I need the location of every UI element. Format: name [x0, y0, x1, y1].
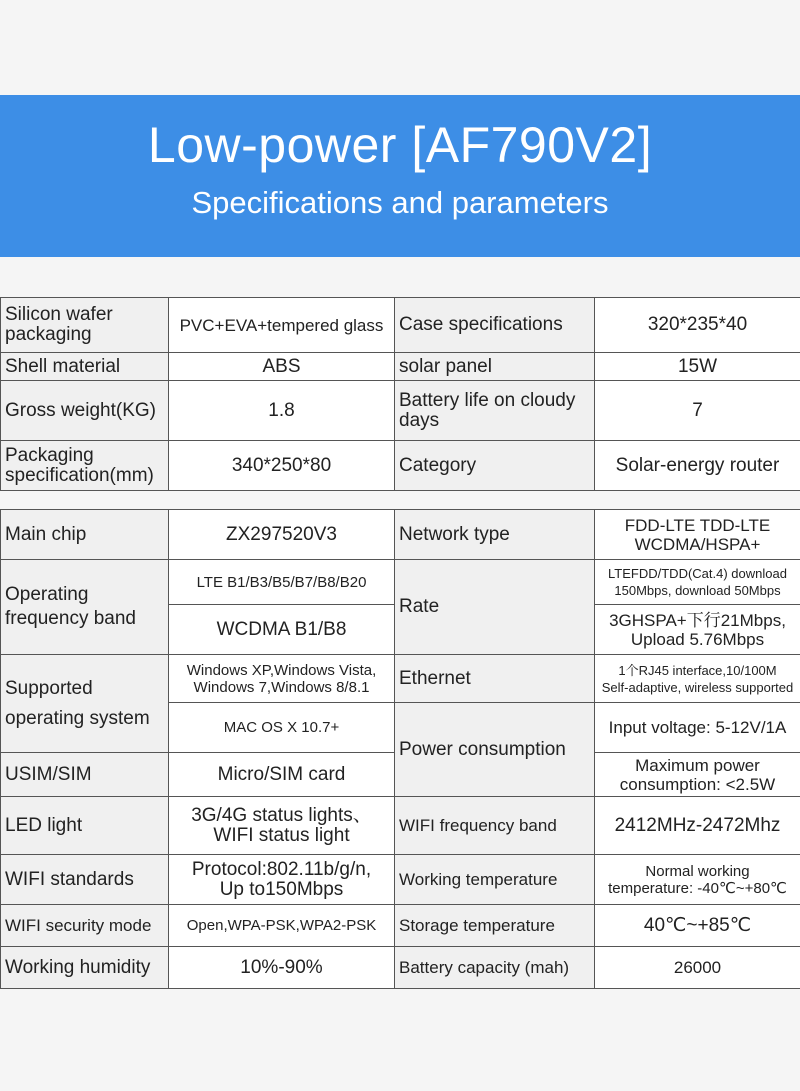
wifi-band-value: 2412MHz-2472Mhz: [595, 797, 800, 855]
band-label: [1, 560, 169, 655]
band-label-line-2: frequency band: [5, 608, 136, 629]
storage-temp-label: Storage temperature: [395, 905, 595, 947]
case-label: Case specifications: [395, 298, 595, 353]
os-label-line-1: Supported: [5, 677, 93, 699]
network-type-line-2: WCDMA/HSPA+: [634, 534, 761, 554]
shell-label: Shell material: [1, 353, 169, 381]
table-row: [1, 855, 800, 905]
storage-temp-value: 40℃~+85℃: [595, 905, 800, 947]
header-banner: [0, 95, 800, 257]
rate-3g-line-2: Upload 5.76Mbps: [630, 629, 765, 649]
power-input-value: Input voltage: 5-12V/1A: [595, 703, 800, 753]
case-value: 320*235*40: [595, 298, 800, 353]
work-temp-label: Working temperature: [395, 855, 595, 905]
band-label-line-1: Operating: [5, 584, 89, 605]
rate-lte-line-1: LTEFDD/TDD(Cat.4) download: [608, 566, 787, 581]
wifi-band-label: WIFI frequency band: [395, 797, 595, 855]
led-line-1: 3G/4G status lights、: [191, 804, 372, 826]
gross-weight-label: Gross weight(KG): [1, 381, 169, 441]
wifi-security-label: WIFI security mode: [1, 905, 169, 947]
rate-3g-line-1: 3GHSPA+下行21Mbps,: [609, 610, 786, 630]
power-max-value: [595, 753, 800, 797]
silicon-wafer-label: Silicon wafer packaging: [1, 298, 169, 353]
os-windows-line-2: Windows 7,Windows 8/8.1: [193, 678, 370, 696]
os-label: [1, 655, 169, 753]
page-subtitle: Specifications and parameters: [191, 185, 609, 220]
table-row: [1, 381, 800, 441]
battery-life-value: 7: [595, 381, 800, 441]
os-windows-line-1: Windows XP,Windows Vista,: [186, 661, 377, 679]
spec-table-technical: [0, 509, 800, 989]
os-mac-value: MAC OS X 10.7+: [169, 703, 395, 753]
led-label: LED light: [1, 797, 169, 855]
os-label-line-2: operating system: [5, 707, 150, 729]
ethernet-label: Ethernet: [395, 655, 595, 703]
shell-value: ABS: [169, 353, 395, 381]
table-row: [1, 441, 800, 491]
work-temp-value: [595, 855, 800, 905]
table-row: [1, 655, 800, 703]
band-lte-value: LTE B1/B3/B5/B7/B8/B20: [169, 560, 395, 605]
work-temp-line-1: Normal working: [645, 862, 750, 880]
rate-label: Rate: [395, 560, 595, 655]
power-max-line-2: consumption: <2.5W: [619, 774, 776, 794]
ethernet-value: [595, 655, 800, 703]
usim-value: Micro/SIM card: [169, 753, 395, 797]
solar-value: 15W: [595, 353, 800, 381]
network-type-line-1: FDD-LTE TDD-LTE: [624, 515, 771, 535]
network-type-label: Network type: [395, 510, 595, 560]
packaging-value: 340*250*80: [169, 441, 395, 491]
spec-table-general: [0, 297, 800, 491]
solar-label: solar panel: [395, 353, 595, 381]
rate-lte-line-2: 150Mbps, download 50Mbps: [614, 583, 781, 598]
wifi-standards-line-1: Protocol:802.11b/g/n,: [191, 858, 372, 880]
page-title: Low-power [AF790V2]: [147, 117, 653, 173]
band-wcdma-value: WCDMA B1/B8: [169, 605, 395, 655]
battery-life-label: Battery life on cloudy days: [395, 381, 595, 441]
work-temp-line-2: temperature: -40℃~+80℃: [608, 879, 787, 897]
main-chip-label: Main chip: [1, 510, 169, 560]
gross-weight-value: 1.8: [169, 381, 395, 441]
table-row: [1, 797, 800, 855]
power-max-line-1: Maximum power: [635, 755, 760, 775]
rate-lte-value: [595, 560, 800, 605]
usim-label: USIM/SIM: [1, 753, 169, 797]
table-row: [1, 298, 800, 353]
led-line-2: WIFI status light: [213, 824, 350, 846]
ethernet-line-1: 1个RJ45 interface,10/100M: [618, 662, 777, 678]
battery-capacity-label: Battery capacity (mah): [395, 947, 595, 989]
rate-3g-value: [595, 605, 800, 655]
humidity-value: 10%-90%: [169, 947, 395, 989]
table-row: [1, 353, 800, 381]
led-value: [169, 797, 395, 855]
wifi-standards-line-2: Up to150Mbps: [219, 878, 344, 900]
table-row: [1, 905, 800, 947]
humidity-label: Working humidity: [1, 947, 169, 989]
packaging-label: Packaging specification(mm): [1, 441, 169, 491]
main-chip-value: ZX297520V3: [169, 510, 395, 560]
power-label: Power consumption: [395, 703, 595, 797]
wifi-standards-label: WIFI standards: [1, 855, 169, 905]
ethernet-line-2: Self-adaptive, wireless supported: [601, 679, 794, 695]
category-value: Solar-energy router: [595, 441, 800, 491]
table-row: [1, 560, 800, 605]
category-label: Category: [395, 441, 595, 491]
os-windows-value: [169, 655, 395, 703]
table-row: [1, 947, 800, 989]
network-type-value: [595, 510, 800, 560]
battery-capacity-value: 26000: [595, 947, 800, 989]
wifi-security-value: Open,WPA-PSK,WPA2-PSK: [169, 905, 395, 947]
wifi-standards-value: [169, 855, 395, 905]
silicon-wafer-value: PVC+EVA+tempered glass: [169, 298, 395, 353]
table-row: [1, 510, 800, 560]
